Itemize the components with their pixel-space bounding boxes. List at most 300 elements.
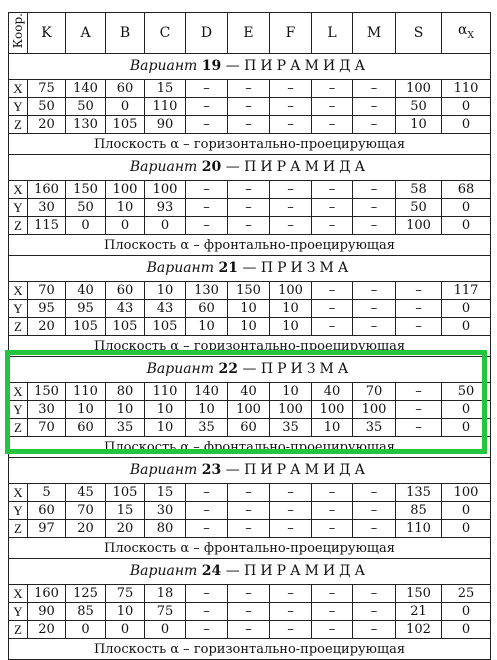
table-cell: – [353,520,396,538]
table-cell: 35 [270,419,312,437]
table-cell: 0 [442,621,491,639]
table-cell: – [228,502,270,520]
table-row [9,484,491,502]
table-cell: – [312,520,353,538]
table-cell: 60 [106,80,145,98]
table-cell: 35 [106,419,145,437]
table-cell: 85 [396,502,442,520]
variants-sheet [8,12,490,660]
axis-label: Z [9,217,28,235]
table-cell: 20 [28,621,66,639]
table-cell: – [312,181,353,199]
table-cell: 0 [106,98,145,116]
variant-dash: — [238,361,261,378]
table-cell: – [396,383,442,401]
table-cell: 10 [106,401,145,419]
table-cell: 50 [396,199,442,217]
table-cell: – [186,502,228,520]
table-cell: – [228,98,270,116]
table-cell: 85 [66,603,106,621]
table-cell: – [186,181,228,199]
table-cell: 0 [442,199,491,217]
table-cell: – [186,585,228,603]
table-cell: 45 [66,484,106,502]
koor-label: Коор. [11,13,25,49]
plane-row [9,336,491,357]
table-row [9,80,491,98]
table-row [9,502,491,520]
table-cell: 10 [186,318,228,336]
table-cell: 60 [228,419,270,437]
variant-title [9,155,491,181]
table-cell: – [353,300,396,318]
table-row [9,199,491,217]
variant-label: Вариант [129,159,198,176]
table-cell: 110 [442,80,491,98]
table-cell: – [186,603,228,621]
table-cell: – [186,80,228,98]
table-cell: 10 [106,603,145,621]
variant-number: 19 [201,58,222,75]
table-cell: 110 [66,383,106,401]
plane-row [9,134,491,155]
table-cell: – [353,199,396,217]
table-row [9,383,491,401]
table-cell: 0 [442,318,491,336]
table-cell: 0 [66,621,106,639]
table-cell: 0 [442,98,491,116]
column-header-f: F [270,13,312,54]
table-cell: 10 [270,383,312,401]
table-cell: – [186,621,228,639]
table-cell: – [396,401,442,419]
table-row [9,318,491,336]
table-cell: 110 [396,520,442,538]
variant-title [9,256,491,282]
alpha-subscript: X [467,30,474,41]
table-cell: 50 [66,98,106,116]
variant-label: Вариант [146,361,215,378]
table-cell: – [312,585,353,603]
table-cell: – [312,484,353,502]
table-cell: – [228,585,270,603]
table-cell: – [186,98,228,116]
table-cell: – [270,98,312,116]
table-cell: 10 [66,401,106,419]
variant-number: 21 [218,260,238,277]
plane-row [9,538,491,559]
table-cell: – [186,199,228,217]
variant-kind: ПИРАМИДА [244,563,370,580]
table-cell: 97 [28,520,66,538]
table-cell: – [270,520,312,538]
table-cell: – [312,603,353,621]
table-cell: – [270,621,312,639]
axis-label: Z [9,116,28,134]
table-cell: 20 [28,318,66,336]
table-cell: 0 [442,419,491,437]
table-cell: – [270,80,312,98]
axis-label: X [9,181,28,199]
table-cell: 75 [106,585,145,603]
variant-title [9,54,491,80]
table-cell: – [353,181,396,199]
table-row [9,585,491,603]
plane-description: Плоскость α – фронтально-проецирующая [9,538,491,559]
table-cell: 102 [396,621,442,639]
table-cell: 70 [28,282,66,300]
table-cell: 105 [106,116,145,134]
axis-label: Z [9,318,28,336]
table-cell: – [353,282,396,300]
plane-description: Плоскость α – горизонтально-проецирующая [9,639,491,660]
table-cell: 110 [145,98,186,116]
table-cell: 10 [145,419,186,437]
axis-label: X [9,484,28,502]
table-body [9,13,491,660]
table-cell: – [396,300,442,318]
table-cell: 100 [106,181,145,199]
table-cell: – [396,318,442,336]
table-cell: 80 [106,383,145,401]
table-cell: – [186,484,228,502]
table-cell: 100 [228,401,270,419]
table-cell: – [396,282,442,300]
column-header-l: L [312,13,353,54]
column-header-a: A [66,13,106,54]
table-cell: – [353,484,396,502]
variant-number: 24 [201,563,222,580]
table-cell: 93 [145,199,186,217]
table-cell: 100 [145,181,186,199]
plane-description: Плоскость α – фронтально-проецирующая [9,437,491,458]
table-cell: 0 [442,217,491,235]
column-header-s: S [396,13,442,54]
table-cell: 21 [396,603,442,621]
table-cell: 90 [28,603,66,621]
variant-title-row [9,559,491,585]
variant-dash: — [221,563,245,580]
table-cell: – [270,502,312,520]
table-cell: 10 [145,282,186,300]
variant-kind: ПРИЗМА [260,260,353,277]
table-cell: 110 [145,383,186,401]
table-cell: 0 [106,621,145,639]
table-cell: 70 [66,502,106,520]
table-cell: – [312,80,353,98]
table-cell: 50 [28,98,66,116]
table-cell: – [353,603,396,621]
table-cell: – [312,282,353,300]
table-cell: 140 [66,80,106,98]
variant-title-row [9,357,491,383]
table-cell: 15 [106,502,145,520]
table-cell: 30 [28,199,66,217]
variant-number: 22 [218,361,238,378]
table-row [9,520,491,538]
column-header-k: K [28,13,66,54]
axis-label: Y [9,603,28,621]
table-cell: – [353,502,396,520]
table-cell: – [270,585,312,603]
table-cell: – [270,116,312,134]
table-row [9,181,491,199]
variant-dash: — [221,58,245,75]
table-row [9,282,491,300]
variant-dash: — [221,159,245,176]
table-cell: 140 [186,383,228,401]
table-cell: 43 [145,300,186,318]
column-header-d: D [186,13,228,54]
table-cell: 50 [442,383,491,401]
table-cell: 60 [186,300,228,318]
table-cell: 150 [396,585,442,603]
axis-label: Y [9,401,28,419]
axis-label: X [9,282,28,300]
table-cell: 75 [28,80,66,98]
table-cell: 58 [396,181,442,199]
variant-dash: — [238,260,261,277]
table-cell: 0 [442,603,491,621]
variant-title-row [9,256,491,282]
table-cell: 0 [66,217,106,235]
table-cell: – [312,502,353,520]
variant-kind: ПРИЗМА [260,361,353,378]
variant-title [9,458,491,484]
table-cell: – [353,80,396,98]
table-cell: – [228,80,270,98]
table-row [9,419,491,437]
table-cell: 35 [186,419,228,437]
table-row [9,98,491,116]
table-cell: 60 [28,502,66,520]
table-cell: 0 [106,217,145,235]
table-cell: 105 [66,318,106,336]
table-cell: 105 [106,484,145,502]
alpha-symbol: α [458,21,468,38]
table-cell: 20 [66,520,106,538]
axis-label: X [9,585,28,603]
table-cell: 70 [353,383,396,401]
table-row [9,116,491,134]
table-cell: 50 [396,98,442,116]
variant-number: 20 [201,159,222,176]
table-cell: 10 [312,419,353,437]
axis-label: Y [9,98,28,116]
table-cell: 68 [442,181,491,199]
table-cell: 100 [270,282,312,300]
variant-title [9,559,491,585]
table-cell: 117 [442,282,491,300]
table-cell: – [270,199,312,217]
table-cell: – [353,116,396,134]
table-cell: 40 [66,282,106,300]
axis-label: Y [9,502,28,520]
table-cell: 0 [442,502,491,520]
table-cell: 130 [186,282,228,300]
table-cell: 130 [66,116,106,134]
column-header-m: M [353,13,396,54]
header-row [9,13,491,54]
table-cell: – [270,484,312,502]
table-cell: – [353,318,396,336]
table-cell: 60 [66,419,106,437]
table-cell: – [186,520,228,538]
table-cell: 105 [145,318,186,336]
table-cell: 150 [28,383,66,401]
column-header-alpha [442,13,491,54]
variant-title-row [9,54,491,80]
table-cell: 30 [145,502,186,520]
table-cell: – [228,603,270,621]
table-cell: – [228,484,270,502]
table-cell: 0 [442,300,491,318]
table-cell: – [312,318,353,336]
table-row [9,300,491,318]
table-cell: 100 [353,401,396,419]
table-cell: 20 [106,520,145,538]
plane-row [9,639,491,660]
table-cell: – [353,621,396,639]
table-cell: – [228,181,270,199]
table-cell: – [312,199,353,217]
plane-description: Плоскость α – фронтально-проецирующая [9,235,491,256]
variant-kind: ПИРАМИДА [244,159,370,176]
table-cell: 75 [145,603,186,621]
table-cell: 115 [28,217,66,235]
table-cell: 10 [396,116,442,134]
table-cell: – [228,621,270,639]
table-row [9,603,491,621]
table-cell: 95 [66,300,106,318]
column-header-b: B [106,13,145,54]
table-cell: 60 [106,282,145,300]
table-cell: 25 [442,585,491,603]
table-cell: 35 [353,419,396,437]
table-cell: – [312,98,353,116]
table-cell: 100 [442,484,491,502]
table-cell: – [270,217,312,235]
table-cell: 0 [442,116,491,134]
table-cell: 15 [145,484,186,502]
table-cell: 20 [28,116,66,134]
column-header-e: E [228,13,270,54]
table-cell: 0 [442,401,491,419]
axis-label: Y [9,199,28,217]
table-cell: – [396,419,442,437]
variant-label: Вариант [129,462,198,479]
axis-label: Z [9,520,28,538]
table-cell: – [312,621,353,639]
table-cell: – [228,217,270,235]
table-cell: 100 [312,401,353,419]
table-cell: 125 [66,585,106,603]
table-cell: 100 [396,217,442,235]
axis-label: Y [9,300,28,318]
table-cell: – [353,217,396,235]
variant-title-row [9,155,491,181]
table-cell: 150 [66,181,106,199]
table-cell: 18 [145,585,186,603]
table-cell: – [270,603,312,621]
table-cell: 43 [106,300,145,318]
table-row [9,401,491,419]
table-cell: – [353,585,396,603]
table-cell: 50 [66,199,106,217]
table-cell: 105 [106,318,145,336]
table-cell: 10 [145,401,186,419]
axis-label: X [9,80,28,98]
table-cell: 95 [28,300,66,318]
table-cell: 15 [145,80,186,98]
table-cell: 0 [145,621,186,639]
variant-kind: ПИРАМИДА [244,462,370,479]
table-cell: 5 [28,484,66,502]
axis-label: Z [9,621,28,639]
axis-label: Z [9,419,28,437]
table-cell: 10 [228,318,270,336]
table-cell: 10 [270,300,312,318]
table-cell: 30 [28,401,66,419]
table-row [9,621,491,639]
table-cell: – [186,116,228,134]
table-cell: 160 [28,181,66,199]
table-cell: – [228,520,270,538]
axis-label: X [9,383,28,401]
table-cell: 10 [270,318,312,336]
variant-title [9,357,491,383]
plane-row [9,437,491,458]
table-cell: – [312,217,353,235]
table-cell: 70 [28,419,66,437]
table-cell: 40 [312,383,353,401]
variant-label: Вариант [129,563,198,580]
table-cell: – [270,181,312,199]
table-cell: 150 [228,282,270,300]
table-cell: 100 [396,80,442,98]
plane-row [9,235,491,256]
table-cell: – [312,300,353,318]
plane-description: Плоскость α – горизонтально-проецирующая [9,336,491,357]
column-header-c: C [145,13,186,54]
table-cell: – [228,199,270,217]
variant-title-row [9,458,491,484]
variant-number: 23 [201,462,222,479]
table-cell: 160 [28,585,66,603]
table-cell: 10 [106,199,145,217]
table-cell: 10 [228,300,270,318]
koor-header [9,13,28,54]
table-cell: 135 [396,484,442,502]
table-row [9,217,491,235]
table-cell: 80 [145,520,186,538]
table-cell: 0 [145,217,186,235]
variant-kind: ПИРАМИДА [244,58,370,75]
coordinates-table [8,12,491,660]
plane-description: Плоскость α – горизонтально-проецирующая [9,134,491,155]
table-cell: 100 [270,401,312,419]
table-cell: 10 [186,401,228,419]
table-cell: – [186,217,228,235]
variant-dash: — [221,462,245,479]
table-cell: 40 [228,383,270,401]
variant-label: Вариант [146,260,215,277]
variant-label: Вариант [129,58,198,75]
table-cell: – [353,98,396,116]
table-cell: 90 [145,116,186,134]
table-cell: 0 [442,520,491,538]
table-cell: – [312,116,353,134]
